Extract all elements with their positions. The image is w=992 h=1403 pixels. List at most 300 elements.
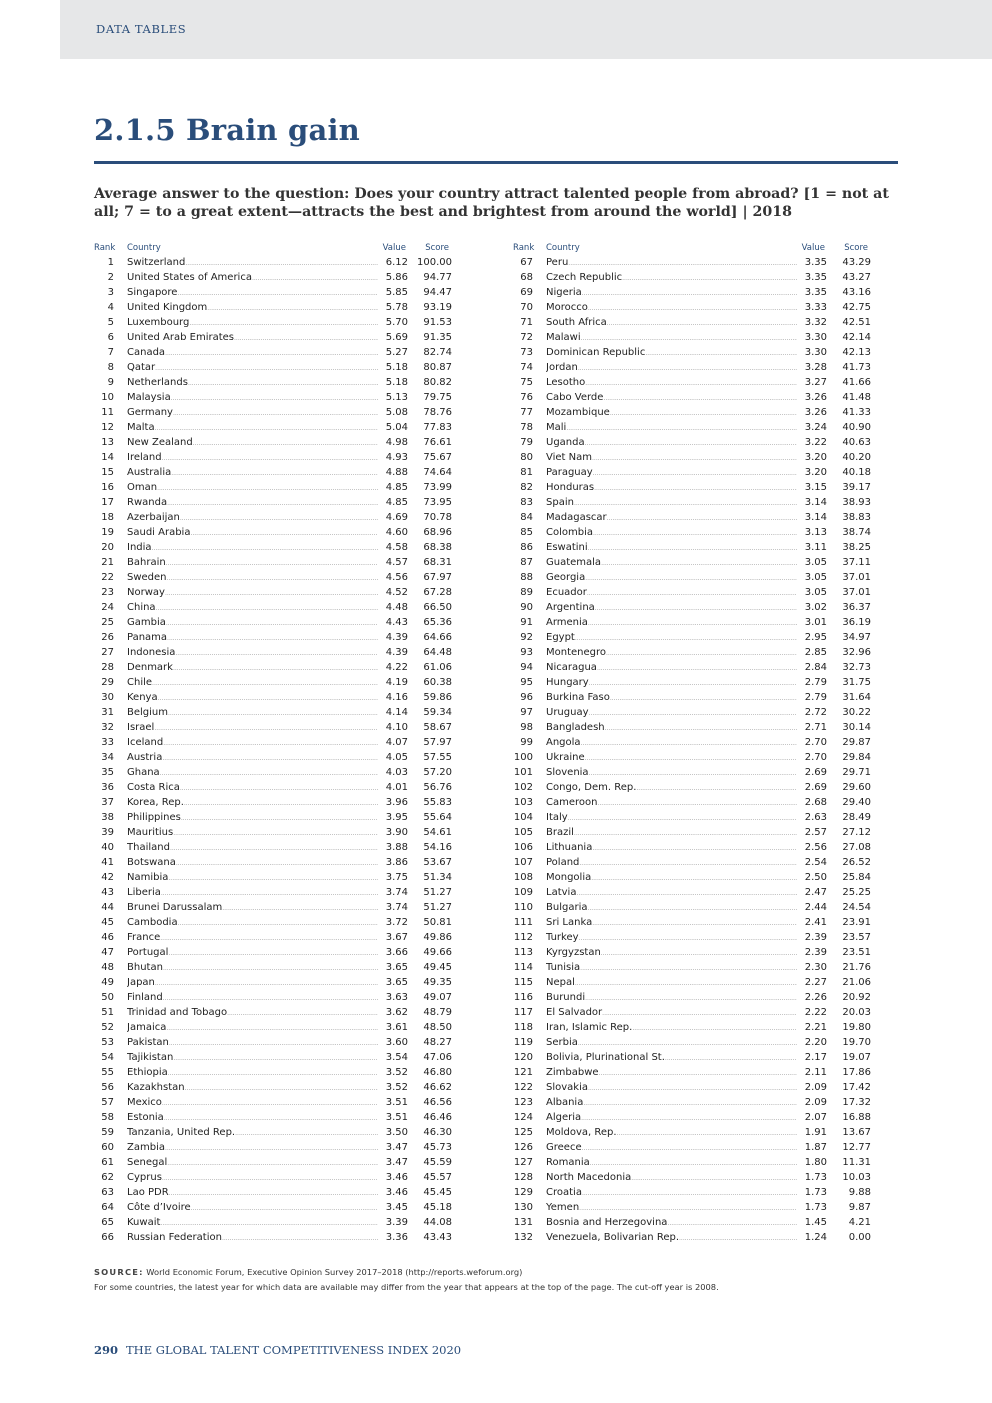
table-row (94, 856, 452, 871)
score-cell: 40.63 (842, 437, 871, 448)
table-row (513, 1051, 871, 1066)
score-cell: 29.40 (842, 797, 871, 808)
score-cell: 93.19 (423, 302, 452, 313)
source-note (94, 1265, 914, 1295)
value-cell: 3.35 (797, 287, 827, 298)
country-cell: Saudi Arabia ..... (127, 527, 387, 538)
value-cell: 2.71 (797, 722, 827, 733)
rank-cell: 6 (107, 332, 114, 343)
country-cell: Singapore ..... (127, 287, 387, 298)
country-cell: United States of America ..... (127, 272, 387, 283)
country-cell: Switzerland ..... (127, 257, 387, 268)
rank-cell: 106 (513, 842, 533, 853)
table-row (94, 541, 452, 556)
rank-cell: 60 (101, 1142, 114, 1153)
value-cell: 3.01 (797, 617, 827, 628)
value-cell: 4.05 (378, 752, 408, 763)
value-cell: 3.63 (378, 992, 408, 1003)
score-cell: 38.83 (842, 512, 871, 523)
score-cell: 17.32 (842, 1097, 871, 1108)
table-row (94, 391, 452, 406)
score-cell: 30.22 (842, 707, 871, 718)
value-cell: 3.74 (378, 887, 408, 898)
country-cell: Hungary ..... (546, 677, 806, 688)
table-row (94, 916, 452, 931)
score-cell: 66.50 (423, 602, 452, 613)
page-title: 2.1.5 Brain gain (94, 113, 360, 147)
rank-cell: 9 (107, 377, 114, 388)
table-row (513, 1201, 871, 1216)
table-row (94, 871, 452, 886)
value-cell: 3.52 (378, 1082, 408, 1093)
value-cell: 5.70 (378, 317, 408, 328)
rank-cell: 13 (101, 437, 114, 448)
country-cell: Sri Lanka ..... (546, 917, 806, 928)
table-row (94, 901, 452, 916)
rank-cell: 33 (101, 737, 114, 748)
rank-cell: 3 (107, 287, 114, 298)
rank-cell: 37 (101, 797, 114, 808)
table-row (513, 1216, 871, 1231)
value-cell: 3.61 (378, 1022, 408, 1033)
table-row (94, 496, 452, 511)
table-row (513, 526, 871, 541)
value-cell: 4.01 (378, 782, 408, 793)
country-cell: Peru ..... (546, 257, 806, 268)
value-cell: 2.69 (797, 767, 827, 778)
country-cell: Honduras ..... (546, 482, 806, 493)
value-cell: 4.43 (378, 617, 408, 628)
country-cell: Rwanda ..... (127, 497, 387, 508)
table-row (94, 1081, 452, 1096)
rank-cell: 85 (520, 527, 533, 538)
rank-cell: 122 (513, 1082, 533, 1093)
section-label: DATA TABLES (96, 22, 187, 36)
value-cell: 3.54 (378, 1052, 408, 1063)
country-cell: Estonia ..... (127, 1112, 387, 1123)
table-row (513, 1096, 871, 1111)
table-row (94, 256, 452, 271)
rank-cell: 86 (520, 542, 533, 553)
country-cell: Iceland ..... (127, 737, 387, 748)
score-cell: 20.03 (842, 1007, 871, 1018)
country-cell: United Arab Emirates ..... (127, 332, 387, 343)
header-value: Value (382, 243, 406, 253)
value-cell: 4.85 (378, 497, 408, 508)
value-cell: 3.14 (797, 497, 827, 508)
score-cell: 29.87 (842, 737, 871, 748)
table-row (513, 916, 871, 931)
score-cell: 38.74 (842, 527, 871, 538)
country-cell: Botswana ..... (127, 857, 387, 868)
table-row (94, 1066, 452, 1081)
country-cell: Bhutan ..... (127, 962, 387, 973)
score-cell: 43.29 (842, 257, 871, 268)
table-row (513, 796, 871, 811)
table-row (94, 586, 452, 601)
country-cell: Mali ..... (546, 422, 806, 433)
rank-cell: 120 (513, 1052, 533, 1063)
table-row (94, 466, 452, 481)
score-cell: 55.64 (423, 812, 452, 823)
score-cell: 73.99 (423, 482, 452, 493)
table-row (94, 301, 452, 316)
table-row (513, 931, 871, 946)
rank-cell: 25 (101, 617, 114, 628)
table-row (513, 601, 871, 616)
country-cell: Ghana ..... (127, 767, 387, 778)
country-cell: Mongolia ..... (546, 872, 806, 883)
value-cell: 2.50 (797, 872, 827, 883)
value-cell: 3.62 (378, 1007, 408, 1018)
country-cell: Moldova, Rep. ..... (546, 1127, 806, 1138)
score-cell: 46.80 (423, 1067, 452, 1078)
country-cell: Zimbabwe ..... (546, 1067, 806, 1078)
value-cell: 4.48 (378, 602, 408, 613)
country-cell: Uruguay ..... (546, 707, 806, 718)
value-cell: 3.47 (378, 1142, 408, 1153)
rank-cell: 14 (101, 452, 114, 463)
rank-cell: 46 (101, 932, 114, 943)
rank-cell: 121 (513, 1067, 533, 1078)
table-row (513, 376, 871, 391)
table-row (94, 436, 452, 451)
table-row (94, 931, 452, 946)
rank-cell: 131 (513, 1217, 533, 1228)
rank-cell: 112 (513, 932, 533, 943)
value-cell: 4.58 (378, 542, 408, 553)
value-cell: 3.96 (378, 797, 408, 808)
rank-cell: 57 (101, 1097, 114, 1108)
country-cell: Philippines ..... (127, 812, 387, 823)
score-cell: 43.16 (842, 287, 871, 298)
value-cell: 5.78 (378, 302, 408, 313)
country-cell: Malawi ..... (546, 332, 806, 343)
score-cell: 38.25 (842, 542, 871, 553)
rank-cell: 64 (101, 1202, 114, 1213)
rank-cell: 127 (513, 1157, 533, 1168)
country-cell: Bolivia, Plurinational St. ..... (546, 1052, 806, 1063)
table-row (94, 556, 452, 571)
value-cell: 2.68 (797, 797, 827, 808)
table-row (513, 421, 871, 436)
score-cell: 41.33 (842, 407, 871, 418)
rank-cell: 47 (101, 947, 114, 958)
table-row (513, 481, 871, 496)
rank-cell: 126 (513, 1142, 533, 1153)
score-cell: 32.73 (842, 662, 871, 673)
score-cell: 39.17 (842, 482, 871, 493)
rank-cell: 125 (513, 1127, 533, 1138)
value-cell: 3.33 (797, 302, 827, 313)
value-cell: 4.07 (378, 737, 408, 748)
rank-cell: 1 (107, 257, 114, 268)
value-cell: 3.72 (378, 917, 408, 928)
rank-cell: 115 (513, 977, 533, 988)
score-cell: 40.20 (842, 452, 871, 463)
rank-cell: 51 (101, 1007, 114, 1018)
value-cell: 3.88 (378, 842, 408, 853)
score-cell: 13.67 (842, 1127, 871, 1138)
country-cell: El Salvador ..... (546, 1007, 806, 1018)
value-cell: 4.52 (378, 587, 408, 598)
rank-cell: 84 (520, 512, 533, 523)
score-cell: 27.08 (842, 842, 871, 853)
score-cell: 77.83 (423, 422, 452, 433)
value-cell: 2.20 (797, 1037, 827, 1048)
rank-cell: 101 (513, 767, 533, 778)
value-cell: 1.91 (797, 1127, 827, 1138)
country-cell: Ethiopia ..... (127, 1067, 387, 1078)
score-cell: 70.78 (423, 512, 452, 523)
rank-cell: 97 (520, 707, 533, 718)
country-cell: Uganda ..... (546, 437, 806, 448)
country-cell: Czech Republic ..... (546, 272, 806, 283)
table-row (94, 1216, 452, 1231)
score-cell: 57.55 (423, 752, 452, 763)
score-cell: 48.79 (423, 1007, 452, 1018)
rank-cell: 11 (101, 407, 114, 418)
country-cell: Mexico ..... (127, 1097, 387, 1108)
score-cell: 47.06 (423, 1052, 452, 1063)
table-row (94, 601, 452, 616)
rank-cell: 49 (101, 977, 114, 988)
value-cell: 5.85 (378, 287, 408, 298)
rank-cell: 40 (101, 842, 114, 853)
score-cell: 44.08 (423, 1217, 452, 1228)
country-cell: Bulgaria ..... (546, 902, 806, 913)
value-cell: 2.69 (797, 782, 827, 793)
table-row (513, 301, 871, 316)
table-row (94, 316, 452, 331)
country-cell: Azerbaijan ..... (127, 512, 387, 523)
country-cell: Spain ..... (546, 497, 806, 508)
value-cell: 4.22 (378, 662, 408, 673)
score-cell: 82.74 (423, 347, 452, 358)
country-cell: Cyprus ..... (127, 1172, 387, 1183)
value-cell: 1.24 (797, 1232, 827, 1243)
rank-cell: 113 (513, 947, 533, 958)
country-cell: Bangladesh ..... (546, 722, 806, 733)
country-cell: Denmark ..... (127, 662, 387, 673)
header-rank: Rank (513, 243, 535, 253)
rank-cell: 92 (520, 632, 533, 643)
value-cell: 2.30 (797, 962, 827, 973)
value-cell: 2.22 (797, 1007, 827, 1018)
rank-cell: 44 (101, 902, 114, 913)
table-row (94, 376, 452, 391)
rank-cell: 119 (513, 1037, 533, 1048)
country-cell: Cabo Verde ..... (546, 392, 806, 403)
country-cell: Australia ..... (127, 467, 387, 478)
table-row (513, 856, 871, 871)
value-cell: 3.02 (797, 602, 827, 613)
country-cell: Namibia ..... (127, 872, 387, 883)
score-cell: 79.75 (423, 392, 452, 403)
score-cell: 74.64 (423, 467, 452, 478)
table-row (513, 541, 871, 556)
table-row (94, 1036, 452, 1051)
value-cell: 3.13 (797, 527, 827, 538)
country-cell: Montenegro ..... (546, 647, 806, 658)
rank-cell: 118 (513, 1022, 533, 1033)
value-cell: 2.41 (797, 917, 827, 928)
score-cell: 27.12 (842, 827, 871, 838)
table-row (513, 1141, 871, 1156)
value-cell: 3.51 (378, 1112, 408, 1123)
rank-cell: 12 (101, 422, 114, 433)
rank-cell: 54 (101, 1052, 114, 1063)
table-row (513, 586, 871, 601)
table-row (513, 721, 871, 736)
value-cell: 4.39 (378, 632, 408, 643)
table-row (94, 676, 452, 691)
header-country: Country (127, 243, 161, 253)
table-row (513, 571, 871, 586)
country-cell: Madagascar ..... (546, 512, 806, 523)
rank-cell: 71 (520, 317, 533, 328)
table-row (94, 766, 452, 781)
rank-cell: 27 (101, 647, 114, 658)
table-row (513, 1021, 871, 1036)
value-cell: 5.04 (378, 422, 408, 433)
value-cell: 2.17 (797, 1052, 827, 1063)
score-cell: 49.45 (423, 962, 452, 973)
country-cell: Brazil ..... (546, 827, 806, 838)
rank-cell: 128 (513, 1172, 533, 1183)
score-cell: 65.36 (423, 617, 452, 628)
score-cell: 49.66 (423, 947, 452, 958)
rank-cell: 78 (520, 422, 533, 433)
table-row (513, 1006, 871, 1021)
value-cell: 3.20 (797, 467, 827, 478)
header-rank: Rank (94, 243, 116, 253)
table-row (513, 661, 871, 676)
value-cell: 3.65 (378, 962, 408, 973)
rank-cell: 83 (520, 497, 533, 508)
score-cell: 11.31 (842, 1157, 871, 1168)
value-cell: 3.51 (378, 1097, 408, 1108)
score-cell: 23.51 (842, 947, 871, 958)
country-cell: Germany ..... (127, 407, 387, 418)
score-cell: 34.97 (842, 632, 871, 643)
page-footer (94, 1343, 461, 1357)
rank-cell: 117 (513, 1007, 533, 1018)
value-cell: 3.60 (378, 1037, 408, 1048)
score-cell: 40.18 (842, 467, 871, 478)
table-row (513, 286, 871, 301)
rank-cell: 129 (513, 1187, 533, 1198)
country-cell: Dominican Republic ..... (546, 347, 806, 358)
value-cell: 2.44 (797, 902, 827, 913)
country-cell: Chile ..... (127, 677, 387, 688)
value-cell: 5.69 (378, 332, 408, 343)
rank-cell: 39 (101, 827, 114, 838)
table-row (513, 1081, 871, 1096)
country-cell: Georgia ..... (546, 572, 806, 583)
value-cell: 2.39 (797, 947, 827, 958)
rank-cell: 30 (101, 692, 114, 703)
rank-cell: 48 (101, 962, 114, 973)
table-row (94, 1111, 452, 1126)
country-cell: Pakistan ..... (127, 1037, 387, 1048)
table-row (94, 1141, 452, 1156)
header-score: Score (844, 243, 868, 253)
rank-cell: 42 (101, 872, 114, 883)
country-cell: Trinidad and Tobago ..... (127, 1007, 387, 1018)
country-cell: Bosnia and Herzegovina ..... (546, 1217, 806, 1228)
rank-cell: 91 (520, 617, 533, 628)
table-row (513, 646, 871, 661)
score-cell: 10.03 (842, 1172, 871, 1183)
score-cell: 46.62 (423, 1082, 452, 1093)
rank-cell: 15 (101, 467, 114, 478)
value-cell: 5.13 (378, 392, 408, 403)
country-cell: Israel ..... (127, 722, 387, 733)
value-cell: 3.11 (797, 542, 827, 553)
rank-cell: 73 (520, 347, 533, 358)
rank-cell: 107 (513, 857, 533, 868)
country-cell: Tanzania, United Rep. ..... (127, 1127, 387, 1138)
table-row (94, 451, 452, 466)
table-row (94, 571, 452, 586)
value-cell: 2.70 (797, 752, 827, 763)
score-cell: 17.86 (842, 1067, 871, 1078)
value-cell: 3.95 (378, 812, 408, 823)
score-cell: 46.30 (423, 1127, 452, 1138)
country-cell: Lesotho ..... (546, 377, 806, 388)
score-cell: 57.97 (423, 737, 452, 748)
value-cell: 3.46 (378, 1187, 408, 1198)
rank-cell: 23 (101, 587, 114, 598)
country-cell: Ecuador ..... (546, 587, 806, 598)
score-cell: 25.25 (842, 887, 871, 898)
rank-cell: 61 (101, 1157, 114, 1168)
value-cell: 3.35 (797, 257, 827, 268)
header-band (60, 0, 992, 59)
country-cell: Serbia ..... (546, 1037, 806, 1048)
country-cell: Liberia ..... (127, 887, 387, 898)
score-cell: 46.46 (423, 1112, 452, 1123)
rank-cell: 132 (513, 1232, 533, 1243)
value-cell: 4.60 (378, 527, 408, 538)
rank-cell: 82 (520, 482, 533, 493)
score-cell: 42.14 (842, 332, 871, 343)
table-row (94, 631, 452, 646)
value-cell: 4.10 (378, 722, 408, 733)
rank-cell: 90 (520, 602, 533, 613)
table-row (94, 796, 452, 811)
value-cell: 3.52 (378, 1067, 408, 1078)
rank-cell: 99 (520, 737, 533, 748)
rank-cell: 105 (513, 827, 533, 838)
table-row (513, 961, 871, 976)
value-cell: 2.09 (797, 1082, 827, 1093)
table-row (94, 271, 452, 286)
value-cell: 4.57 (378, 557, 408, 568)
page-number: 290 (94, 1343, 119, 1357)
table-row (513, 1111, 871, 1126)
country-cell: Argentina ..... (546, 602, 806, 613)
score-cell: 49.35 (423, 977, 452, 988)
value-cell: 3.05 (797, 557, 827, 568)
value-cell: 3.47 (378, 1157, 408, 1168)
table-left (94, 243, 452, 1246)
score-cell: 41.48 (842, 392, 871, 403)
country-cell: Canada ..... (127, 347, 387, 358)
value-cell: 2.79 (797, 692, 827, 703)
score-cell: 67.28 (423, 587, 452, 598)
